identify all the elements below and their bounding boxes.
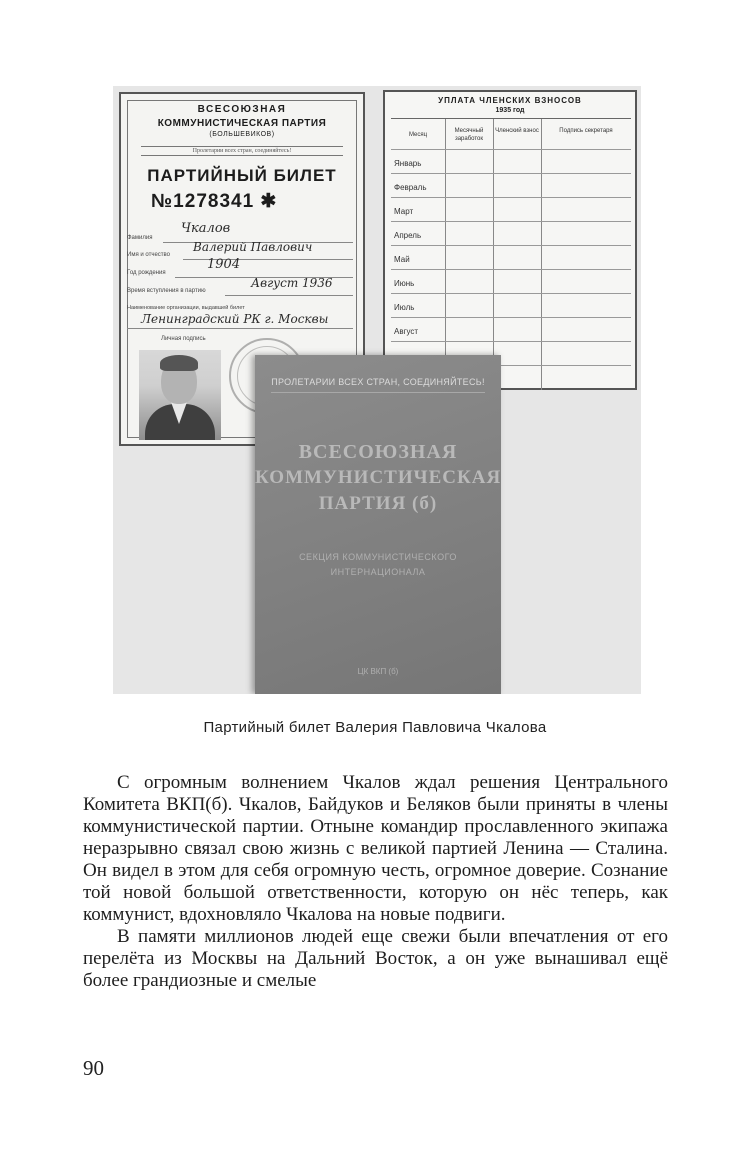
dues-month: Март: [394, 207, 414, 216]
dues-header: Подпись секретаря: [559, 128, 613, 134]
dues-month: Июль: [394, 303, 415, 312]
card-org-line2: КОММУНИСТИЧЕСКАЯ ПАРТИЯ: [157, 118, 327, 129]
body-text: [83, 772, 668, 992]
field-org: Ленинградский РК г. Москвы: [141, 312, 329, 326]
dues-month: Август: [394, 327, 419, 336]
card-number: №1278341 ✱: [151, 191, 278, 212]
cover-line3: ПАРТИЯ (б): [318, 493, 438, 514]
cover-sub2: ИНТЕРНАЦИОНАЛА: [330, 567, 426, 577]
label-surname: Фамилия: [127, 235, 153, 241]
party-card-photo: [113, 86, 641, 694]
card-org-line3: (БОЛЬШЕВИКОВ): [209, 131, 275, 138]
cover-slogan: ПРОЛЕТАРИИ ВСЕХ СТРАН, СОЕДИНЯЙТЕСЬ!: [271, 377, 485, 387]
dues-header: Месячный заработок: [454, 128, 484, 142]
label-org: Наименование организации, выдавшей билет: [127, 305, 245, 311]
cover-line1: ВСЕСОЮЗНАЯ: [298, 441, 458, 463]
dues-title: УПЛАТА ЧЛЕНСКИХ ВЗНОСОВ: [438, 96, 582, 105]
field-joined: Август 1936: [251, 276, 333, 290]
dues-table-page: [383, 90, 637, 390]
card-title: ПАРТИЙНЫЙ БИЛЕТ: [147, 166, 337, 185]
dues-month: Май: [394, 255, 410, 264]
paragraph: С огромным волнением Чкалов ждал решения Центрального Комитета ВКП(б). Чкалов, Байдуков и Беляков были приняты в члены коммунистической партии. Отныне командир прославленного экипажа неразрывно связал свою жизнь с великой партией Ленина — Сталина. Он видел в этом для себя огромную честь, огромное доверие. Сознание той новой большой ответственности, которую он нёс теперь, как коммунист, вдохновляло Чкалова на новые подвиги.: [83, 772, 668, 925]
dues-year: 1935 год: [495, 107, 525, 114]
dues-month: Январь: [394, 159, 422, 168]
label-joined: Время вступления в партию: [127, 288, 206, 294]
cover-footer: ЦК ВКП (б): [357, 667, 399, 676]
page-number: 90: [83, 1056, 104, 1080]
party-card-cover: [255, 355, 501, 694]
cover-sub1: СЕКЦИЯ КОММУНИСТИЧЕСКОГО: [299, 552, 457, 562]
dues-header: Членский взнос: [495, 128, 539, 134]
dues-month: Июнь: [394, 279, 415, 288]
dues-table: [391, 118, 631, 390]
card-slogan: Пролетарии всех стран, соединяйтесь!: [141, 146, 343, 156]
label-name: Имя и отчество: [127, 252, 170, 258]
dues-header: Месяц: [408, 132, 428, 138]
label-signature: Личная подпись: [161, 336, 206, 342]
portrait-photo: [139, 350, 221, 440]
cover-line2: КОММУНИСТИЧЕСКАЯ: [255, 467, 502, 488]
dues-month: Февраль: [394, 183, 427, 192]
label-birth: Год рождения: [127, 270, 166, 276]
field-birth-year: 1904: [207, 257, 241, 272]
field-surname: Чкалов: [181, 221, 231, 236]
dues-month: Апрель: [394, 231, 422, 240]
card-org-line1: ВСЕСОЮЗНАЯ: [197, 104, 287, 115]
figure-caption: Партийный билет Валерия Павловича Чкалова: [203, 719, 547, 736]
paragraph: В памяти миллионов людей еще свежи были впечатления от его перелёта из Москвы на Дальний Восток, а он уже вынашивал ещё более грандиозные и смелые: [83, 926, 668, 991]
field-name: Валерий Павлович: [193, 240, 313, 254]
